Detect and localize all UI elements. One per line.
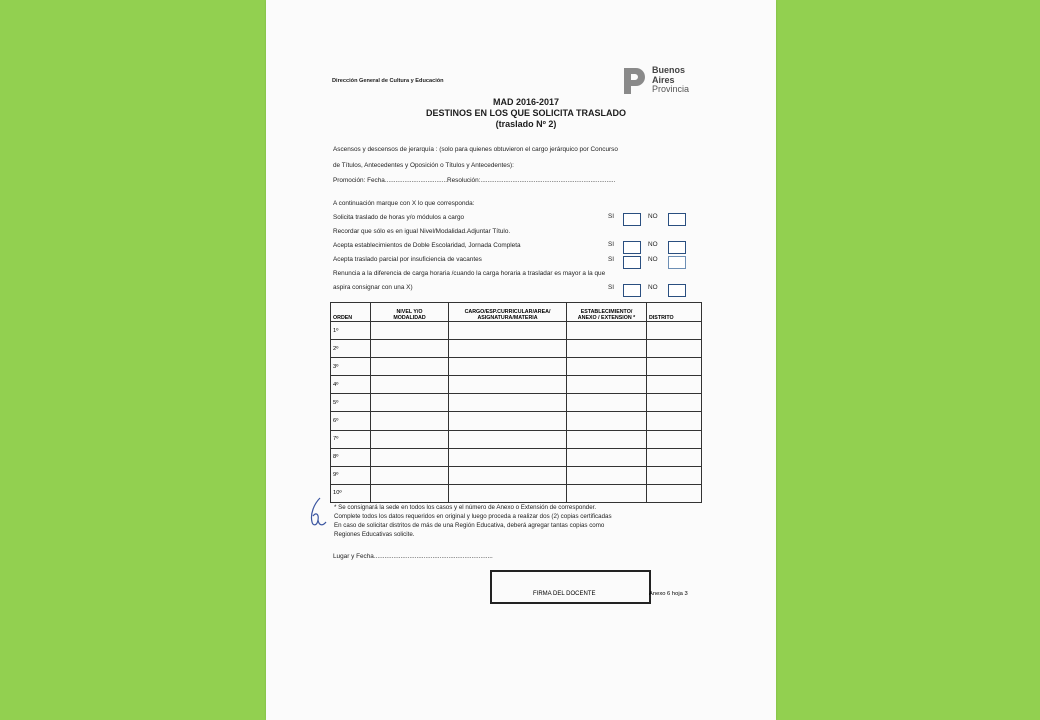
table-row [331,322,702,340]
annex-label: Anexo 6 hoja 3 [649,591,688,597]
establecimiento-cell[interactable] [567,430,647,448]
distrito-cell[interactable] [647,340,702,358]
nivel-cell[interactable] [371,484,449,502]
cargo-cell[interactable] [449,484,567,502]
establecimiento-cell[interactable] [567,340,647,358]
signature-box[interactable] [490,570,651,604]
distrito-cell[interactable] [647,376,702,394]
table-row [331,358,702,376]
footnotes [334,503,612,539]
establecimiento-cell[interactable] [567,376,647,394]
header-distrito: DISTRITO [647,303,702,322]
footnote: Complete todos los datos requeridos en original y luego proceda a realizar dos (2) copias certificadas [334,513,612,520]
option-label: Solicita traslado de horas y/o módulos a cargo [333,214,465,221]
no-label: NO [648,256,658,263]
province-logo-text: Buenos Aires Provincia [652,65,690,94]
option-4-si-checkbox[interactable] [623,284,641,297]
nivel-cell[interactable] [371,358,449,376]
cargo-cell[interactable] [449,358,567,376]
no-label: NO [648,284,658,291]
table-row [331,430,702,448]
option-4-no-checkbox[interactable] [668,284,686,297]
cargo-cell[interactable] [449,412,567,430]
destinations-table [330,302,702,503]
promocion-date-field[interactable]: ................................... [384,177,448,184]
establecimiento-cell[interactable] [567,412,647,430]
no-label: NO [648,213,658,220]
distrito-cell[interactable] [647,484,702,502]
table-row [331,340,702,358]
cargo-cell[interactable] [449,340,567,358]
option-1-si-checkbox[interactable] [623,213,641,226]
table-row [331,448,702,466]
ascensos-line-2: de Títulos, Antecedentes y Oposición o Títulos y Antecedentes): [333,162,514,169]
distrito-cell[interactable] [647,430,702,448]
promocion-row [333,177,615,184]
table-row [331,394,702,412]
distrito-cell[interactable] [647,394,702,412]
option-2-no-checkbox[interactable] [668,241,686,254]
no-label: NO [648,241,658,248]
orden-cell: 10º [331,484,371,502]
province-logo-icon [621,66,647,96]
option-label: Renuncia a la diferencia de carga horaria /cuando la carga horaria a trasladar es mayor a la que [333,270,606,277]
lugar-fecha-row [333,553,493,560]
distrito-cell[interactable] [647,412,702,430]
cargo-cell[interactable] [449,322,567,340]
lugar-fecha-label: Lugar y Fecha [333,553,374,560]
si-label: SI [608,241,615,248]
option-1-no-checkbox[interactable] [668,213,686,226]
option-label: Acepta establecimientos de Doble Escolaridad, Jornada Completa [333,242,521,249]
cargo-cell[interactable] [449,430,567,448]
option-2-si-checkbox[interactable] [623,241,641,254]
footnote: Regiones Educativas solicite. [334,531,415,538]
header-nivel: NIVEL Y/O MODALIDAD [371,303,449,322]
resolucion-field[interactable]: ............................................................................ [480,177,616,184]
cargo-cell[interactable] [449,466,567,484]
table-row [331,466,702,484]
option-note: Recordar que sólo es en igual Nivel/Modalidad.Adjuntar Título. [333,228,511,235]
header-establecimiento: ESTABLECIMIENTO/ ANEXO / EXTENSION * [567,303,647,322]
distrito-cell[interactable] [647,466,702,484]
table-row [331,376,702,394]
orden-cell: 7º [331,430,371,448]
signature-label: FIRMA DEL DOCENTE [533,591,596,597]
establecimiento-cell[interactable] [567,358,647,376]
orden-cell: 8º [331,448,371,466]
establecimiento-cell[interactable] [567,394,647,412]
orden-cell: 6º [331,412,371,430]
resolucion-label: Resolución: [447,177,481,184]
table-header-row [331,303,702,322]
distrito-cell[interactable] [647,358,702,376]
page-title: MAD 2016-2017 DESTINOS EN LOS QUE SOLICITA TRASLADO (traslado Nº 2) [425,97,626,129]
option-label-continued: aspira consignar con una X) [333,284,413,291]
distrito-cell[interactable] [647,322,702,340]
promocion-label: Promoción: Fecha [333,177,385,184]
nivel-cell[interactable] [371,376,449,394]
si-label: SI [608,213,615,220]
establecimiento-cell[interactable] [567,466,647,484]
organization-name: Dirección General de Cultura y Educación [332,78,444,84]
establecimiento-cell[interactable] [567,322,647,340]
nivel-cell[interactable] [371,412,449,430]
si-label: SI [608,284,615,291]
header-cargo: CARGO/ESP.CURRICULAR/AREA/ ASIGNATURA/MATERIA [449,303,567,322]
distrito-cell[interactable] [647,448,702,466]
cargo-cell[interactable] [449,394,567,412]
establecimiento-cell[interactable] [567,484,647,502]
nivel-cell[interactable] [371,430,449,448]
header-orden: ORDEN [331,303,371,322]
nivel-cell[interactable] [371,448,449,466]
document-page [266,0,776,720]
lugar-fecha-field[interactable]: ................................................................... [373,553,493,560]
option-3-si-checkbox[interactable] [623,256,641,269]
nivel-cell[interactable] [371,394,449,412]
orden-cell: 2º [331,340,371,358]
cargo-cell[interactable] [449,376,567,394]
orden-cell: 3º [331,358,371,376]
orden-cell: 5º [331,394,371,412]
table-row [331,484,702,502]
options-intro: A continuación marque con X lo que corresponda: [333,200,475,207]
footnote: En caso de solicitar distritos de más de una Región Educativa, deberá agregar tantas copias como [334,522,605,529]
nivel-cell[interactable] [371,340,449,358]
option-label: Acepta traslado parcial por insuficiencia de vacantes [333,256,482,263]
table-row [331,412,702,430]
nivel-cell[interactable] [371,322,449,340]
establecimiento-cell[interactable] [567,448,647,466]
option-3-no-checkbox[interactable] [668,256,686,269]
nivel-cell[interactable] [371,466,449,484]
cargo-cell[interactable] [449,448,567,466]
orden-cell: 4º [331,376,371,394]
handwritten-mark-icon [304,496,328,530]
orden-cell: 9º [331,466,371,484]
ascensos-line-1: Ascensos y descensos de jerarquía : (solo para quienes obtuvieron el cargo jerárquico por Concurso [333,146,618,153]
footnote: * Se consignará la sede en todos los casos y el número de Anexo o Extensión de corresponder. [334,504,597,511]
si-label: SI [608,256,615,263]
orden-cell: 1º [331,322,371,340]
